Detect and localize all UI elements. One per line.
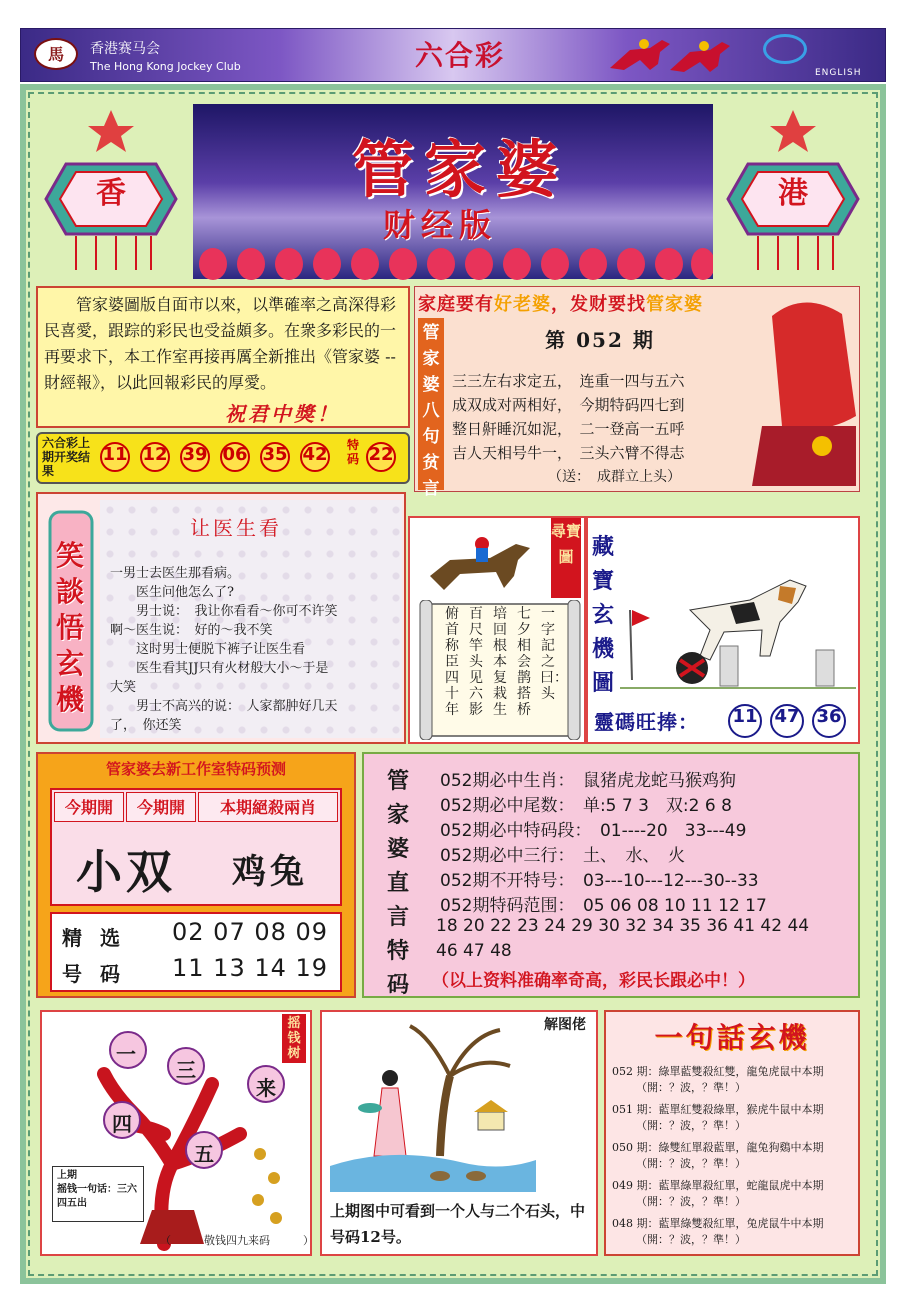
lantern-left-char: 香 [96, 176, 126, 211]
riddle-column: 一字記之曰：头 [540, 606, 568, 702]
direct-line: 052期必中生肖： 鼠猪虎龙蛇马猴鸡狗 [440, 771, 736, 791]
selected-label: 精选 [62, 926, 138, 950]
english-logo-icon[interactable] [763, 34, 807, 64]
direct-note: （以上资料准确率奇高，彩民长跟必中！） [432, 971, 755, 991]
last-results-label: 六合彩上期开奖结果 [42, 436, 91, 478]
prediction-header: 本期絕殺兩肖 [198, 792, 338, 822]
selected-numbers-row: 11 13 14 19 [172, 954, 329, 982]
hint-line: 052 期：綠單藍雙殺紅雙，龍兔虎鼠中本期 [612, 1065, 824, 1078]
lotus-row-decoration [193, 240, 713, 280]
picture-caption: 上期图中可看到一个人与二个石头，中号码12号。 [330, 1202, 586, 1246]
lucky-number: 11 [728, 704, 762, 738]
special-label: 特码 [346, 438, 359, 466]
hint-line: （開：？波，？準！） [636, 1157, 746, 1170]
prediction-header: 今期開 [54, 792, 124, 822]
direct-line: 18 20 22 23 24 29 30 32 34 35 36 41 42 44 [436, 916, 810, 936]
hkjc-logo[interactable]: 馬 [34, 38, 78, 70]
result-ball: 42 [300, 442, 330, 472]
riddle-column: 俯首称臣四十年 [445, 606, 459, 718]
poem-line: 整日鼾睡沉如泥， 二一登高一五呼 [452, 420, 685, 438]
direct-line: 052期必中尾数： 单:5 7 3 双:2 6 8 [440, 796, 732, 816]
poem-line: 成双成对两相好， 今期特码四七到 [452, 396, 685, 414]
tree-fruit: 一 [116, 1042, 136, 1066]
riddle-tag: 尋寶圖 [551, 518, 581, 598]
lantern-right-char: 港 [778, 176, 808, 211]
club-name-cn: 香港赛马会 [90, 41, 160, 57]
prediction-header: 今期開 [126, 792, 196, 822]
direct-line: 052期不开特号： 03---10---12---30--33 [440, 871, 759, 891]
result-ball: 39 [180, 442, 210, 472]
club-name-en: The Hong Kong Jockey Club [90, 60, 241, 73]
racing-horses-icon [600, 30, 750, 80]
poem-line: 三三左右求定五， 连重一四与五六 [452, 372, 685, 390]
prediction-size-parity: 小双 [76, 845, 176, 899]
tree-caption: （ 敬钱四九来码 ） [160, 1234, 314, 1247]
joke-line: 这时男士便脱下裤子让医生看 [110, 642, 306, 657]
poem-banner-d: 管家婆 [646, 294, 703, 315]
english-link[interactable]: ENGLISH [815, 68, 862, 78]
tree-note [52, 1166, 144, 1222]
tree-fruit: 来 [256, 1076, 276, 1100]
prediction-title: 管家婆去新工作室特码预测 [105, 760, 286, 778]
poem-banner-a: 家庭要有 [418, 294, 494, 315]
direct-line: 052期必中三行： 土、 水、 火 [440, 846, 685, 866]
tree-fruit: 四 [112, 1112, 132, 1136]
direct-line: 46 47 48 [436, 941, 512, 961]
result-ball: 35 [260, 442, 290, 472]
lucky-number: 36 [812, 704, 846, 738]
tree-note-body: 摇钱一句话：三六四五出 [57, 1184, 137, 1209]
riddle-column: 百尺竿头见六影 [469, 606, 483, 718]
picture-tag: 解图佬 [544, 1017, 586, 1033]
hint-line: （開：？波，？準！） [636, 1081, 746, 1094]
numbers-label: 号码 [62, 962, 138, 986]
direct-line: 052期必中特码段： 01----20 33---49 [440, 821, 747, 841]
joke-title: 让医生看 [190, 516, 282, 540]
horse-rider-icon [420, 526, 540, 598]
joke-line: 男士说： 我让你看看～你可不许笑 [110, 604, 338, 619]
issue-number: 第 052 期 [545, 328, 655, 352]
result-ball: 06 [220, 442, 250, 472]
joke-side-label: 笑談悟玄機 [55, 539, 84, 716]
joke-line: 医生看其JJ只有火材般大小～于是 [110, 661, 329, 676]
joke-line: 大笑 [110, 680, 137, 695]
hint-line: 050 期：綠雙紅單殺藍單，龍兔狗鷄中本期 [612, 1141, 824, 1154]
hint-line: 048 期：藍單綠雙殺紅單，兔虎鼠牛中本期 [612, 1217, 824, 1230]
result-ball: 12 [140, 442, 170, 472]
intro-wish: 祝君中獎！ [225, 402, 340, 426]
banner-title: 管家婆 [351, 133, 568, 206]
intro-text: 管家婆圖版自面市以來，以準確率之高深得彩民喜愛，跟踪的彩民也受益頗多。在衆多彩民的一再要求下，本工作室再接再厲全新推出《管家婆 -- 財經報》，以此回報彩民的厚愛。 [44, 295, 397, 392]
treasure-tag: 藏寶玄機圖 [591, 534, 614, 696]
tree-fruit: 三 [176, 1058, 196, 1082]
hint-line: 051 期：藍單紅雙殺綠單，猴虎牛鼠中本期 [612, 1103, 824, 1116]
result-ball: 11 [100, 442, 130, 472]
lucky-number: 47 [770, 704, 804, 738]
direct-line: 052期特码范围： 05 06 08 10 11 12 17 [440, 896, 767, 916]
bride-veil-image [752, 296, 856, 486]
hint-line: （開：？波，？準！） [636, 1119, 746, 1132]
poem-banner-b: 好老婆 [494, 294, 551, 315]
tree-note-title: 上期 [57, 1170, 77, 1181]
direct-side-label: 管家婆直言特码 [386, 768, 409, 998]
hints-title: 一句話玄機 [654, 1021, 810, 1054]
poem-line: 吉人天相号牛一， 三头六臂不得志 [452, 444, 685, 462]
mark-six-title[interactable]: 六合彩 [414, 39, 505, 72]
joke-line: 啊～医生说： 好的～我不笑 [110, 623, 273, 638]
riddle-column: 七夕相会鹊搭桥 [517, 606, 531, 718]
selected-numbers-row: 02 07 08 09 [172, 918, 329, 946]
money-tree-tag: 摇钱树 [282, 1014, 306, 1063]
dog-ball-scene [620, 560, 856, 696]
hint-line: （開：？波，？準！） [636, 1195, 746, 1208]
lady-under-tree-image [330, 1016, 536, 1192]
banner-subtitle: 财经版 [382, 206, 497, 244]
special-ball: 22 [366, 442, 396, 472]
joke-line: 医生问他怎么了? [110, 585, 234, 600]
prediction-kill-zodiacs: 鸡兔 [232, 852, 308, 892]
tree-fruit: 五 [194, 1142, 214, 1166]
riddle-column: 培回根本复栽生 [493, 606, 507, 718]
joke-line: 一男士去医生那看病。 [110, 566, 241, 581]
poem-banner-c: ，发财要找 [551, 294, 646, 315]
lucky-label: 靈碼旺捧： [594, 710, 699, 734]
joke-line: 了， 你还笑 [110, 718, 182, 733]
hint-line: 049 期：藍單綠單殺紅單，蛇龍鼠虎中本期 [612, 1179, 824, 1192]
hint-line: （開：？波，？準！） [636, 1233, 746, 1246]
poem-gift: （送： 成群立上头） [548, 469, 681, 485]
joke-line: 男士不高兴的说： 人家都肿好几天 [110, 699, 338, 714]
poem-side-label: 管家婆八句贫言 [418, 318, 444, 490]
